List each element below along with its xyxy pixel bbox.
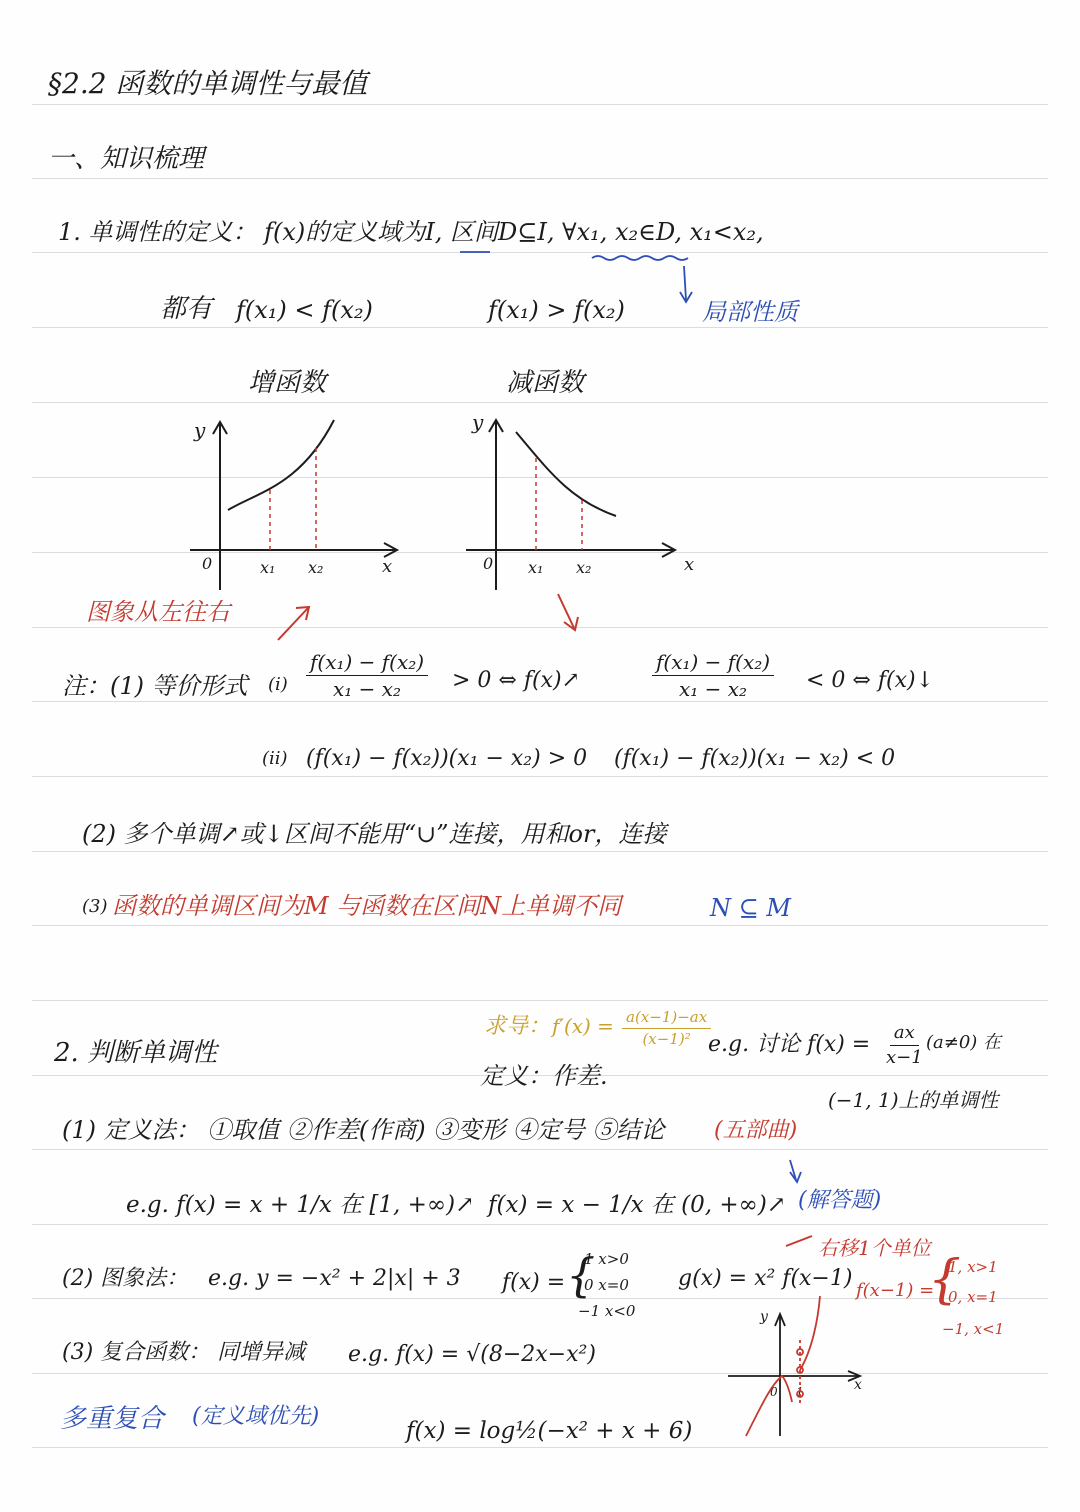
decreasing-graph-y-label: y — [472, 410, 484, 434]
shift-right-note: 右移1个单位 — [818, 1236, 931, 1260]
increasing-red-arrow — [278, 608, 308, 640]
g-definition: g(x) = x² f(x−1) — [678, 1266, 853, 1291]
example-discuss-interval: (−1, 1)上的单调性 — [828, 1088, 999, 1112]
quotient-numerator: f(x₁) − f(x₂) — [306, 652, 428, 676]
piecewise-case: 0 x=0 — [584, 1276, 629, 1294]
sketch-x-label: x — [854, 1377, 862, 1393]
note-ii-label: (ii) — [262, 748, 288, 769]
quotient-denominator: x₁ − x₂ — [679, 677, 748, 701]
example-denominator: x−1 — [886, 1047, 923, 1068]
multiple-composite-note: 多重复合 — [60, 1404, 165, 1434]
forall-wavy-underline — [592, 256, 688, 260]
example-discuss-tail: (a≠0) 在 — [926, 1032, 1002, 1053]
piecewise-brace: { — [566, 1248, 596, 1302]
local-property-note: 局部性质 — [702, 298, 798, 326]
decreasing-curve — [516, 432, 616, 516]
increasing-graph — [190, 420, 397, 590]
decreasing-graph-origin: 0 — [483, 554, 494, 573]
definition-difference-note: 定义：作差. — [480, 1062, 608, 1090]
decreasing-graph-title: 减函数 — [506, 368, 585, 398]
five-steps-note: (五部曲) — [714, 1118, 798, 1143]
shift-brace: { — [928, 1250, 962, 1310]
increasing-graph-origin: 0 — [202, 554, 213, 573]
method-1-definition: (1) 定义法： ①取值 ②作差(作商) ③变形 ④定号 ⑤结论 — [62, 1116, 665, 1144]
quotient-numerator: f(x₁) − f(x₂) — [652, 652, 774, 676]
sketch-origin-label: 0 — [770, 1385, 778, 1399]
page-title: §2.2 函数的单调性与最值 — [48, 67, 368, 100]
decreasing-graph — [466, 420, 675, 590]
note-3-statement: 函数的单调区间为M 与函数在区间N上单调不同 — [112, 892, 622, 920]
method-1-example-2: f(x) = x − 1/x 在 (0, +∞)↗ — [488, 1192, 787, 1218]
decreasing-equivalence-tail: < 0 ⇔ f(x)↓ — [806, 668, 934, 693]
increasing-graph-x2-label: x₂ — [308, 558, 324, 577]
derivative-denominator: (x−1)² — [642, 1030, 691, 1048]
mini-sketch — [728, 1296, 860, 1436]
section-2-heading: 2. 判断单调性 — [54, 1038, 218, 1068]
derivative-label: 求导： — [484, 1014, 551, 1039]
shift-red-arrow — [786, 1236, 812, 1246]
decreasing-product-form: (f(x₁) − f(x₂))(x₁ − x₂) < 0 — [614, 746, 896, 771]
sketch-left-branch — [746, 1376, 792, 1436]
method-3-example: e.g. f(x) = √(8−2x−x²) — [348, 1342, 596, 1367]
local-property-arrow — [684, 266, 686, 300]
note-3-prefix: (3) — [82, 896, 108, 917]
example-discuss-prefix: e.g. 讨论 f(x) = — [708, 1032, 871, 1057]
derivative-lhs: f′(x) = — [552, 1014, 614, 1038]
derivative-numerator: a(x−1)−ax — [622, 1010, 711, 1029]
increasing-equivalence-tail: > 0 ⇔ f(x)↗ — [452, 668, 580, 693]
note-i-label: (i) — [268, 674, 288, 695]
answer-question-note: (解答题) — [798, 1188, 882, 1213]
all-have-label: 都有 — [160, 294, 213, 324]
sketch-y-label: y — [760, 1309, 768, 1325]
decreasing-graph-x2-label: x₂ — [576, 558, 592, 577]
decreasing-inequality: f(x₁) > f(x₂) — [488, 296, 625, 324]
method-3-label: (3) 复合函数： 同增异减 — [62, 1340, 306, 1365]
shift-case: 0, x=1 — [948, 1288, 998, 1306]
section-heading: 一、知识梳理 — [48, 144, 205, 174]
piecewise-lhs: f(x) = — [502, 1270, 566, 1295]
shift-lhs: f(x−1) = — [856, 1280, 935, 1301]
example-numerator: ax — [890, 1024, 919, 1046]
note-2: (2) 多个单调↗或↓区间不能用“∪”连接，用和or，连接 — [82, 820, 667, 848]
increasing-product-form: (f(x₁) − f(x₂))(x₁ − x₂) > 0 — [306, 746, 588, 771]
domain-first-note: (定义域优先) — [192, 1404, 320, 1429]
increasing-graph-x1-label: x₁ — [260, 558, 276, 577]
note-equivalent-forms-label: 注：(1) 等价形式 — [62, 672, 248, 700]
shift-case: −1, x<1 — [942, 1320, 1005, 1338]
shift-case: 1, x>1 — [948, 1258, 998, 1276]
increasing-inequality: f(x₁) < f(x₂) — [236, 296, 373, 324]
decreasing-graph-x-label: x — [684, 554, 695, 575]
sketch-one-label: 1 — [796, 1385, 804, 1399]
sketch-right-branch — [800, 1296, 820, 1370]
piecewise-case: 1 x>0 — [584, 1250, 629, 1268]
increasing-curve — [228, 420, 334, 510]
image-left-to-right-note: 图象从左往右 — [86, 598, 230, 626]
log-example: f(x) = log½(−x² + x + 6) — [406, 1418, 693, 1444]
quotient-denominator: x₁ − x₂ — [333, 677, 402, 701]
method-2-example: e.g. y = −x² + 2|x| + 3 — [208, 1266, 461, 1291]
definition-line: 1. 单调性的定义： f(x)的定义域为I, 区间D⊆I, ∀x₁, x₂∈D, x₁<x₂, — [58, 218, 764, 246]
note-3-subset: N ⊆ M — [710, 894, 791, 922]
method-2-label: (2) 图象法： — [62, 1266, 189, 1291]
increasing-graph-y-label: y — [194, 418, 206, 442]
increasing-graph-x-label: x — [382, 556, 393, 577]
decreasing-graph-x1-label: x₁ — [528, 558, 544, 577]
piecewise-case: −1 x<0 — [578, 1302, 636, 1320]
increasing-graph-title: 增函数 — [248, 368, 327, 398]
method-1-example-1: e.g. f(x) = x + 1/x 在 [1, +∞)↗ — [126, 1192, 475, 1218]
